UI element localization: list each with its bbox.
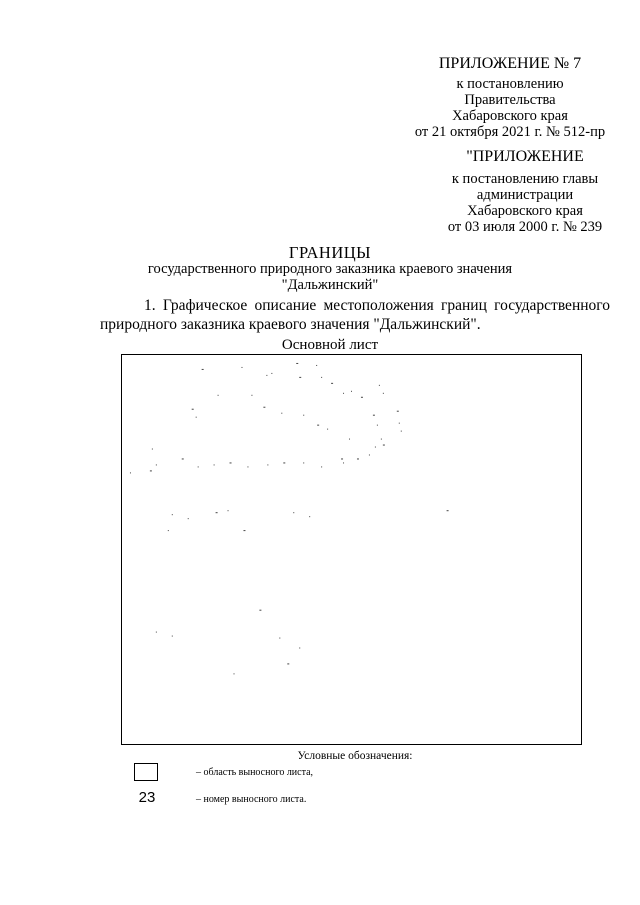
- map-speck: [283, 462, 285, 463]
- appendix-original-header: [425, 148, 625, 236]
- map-speck: [379, 385, 380, 386]
- appendix-original-line: Хабаровского края: [467, 202, 583, 219]
- map-speck: [357, 458, 359, 459]
- map-speck: [271, 373, 272, 374]
- map-speck: [247, 466, 248, 467]
- map-speck: [351, 391, 352, 392]
- map-speck: [383, 393, 384, 394]
- legend-title: Условные обозначения:: [297, 750, 413, 762]
- appendix-original-line: к постановлению главы: [451, 170, 599, 187]
- map-speck: [241, 367, 242, 368]
- map-speck: [218, 395, 219, 396]
- map-speck: [251, 395, 252, 396]
- map-speck: [281, 413, 282, 414]
- map-speck: [198, 466, 199, 467]
- map-speck: [263, 407, 265, 408]
- appendix-original-line: администрации: [476, 186, 574, 203]
- document-title: ГРАНИЦЫ: [288, 243, 372, 262]
- map-speck: [375, 447, 376, 448]
- appendix-original-title: "ПРИЛОЖЕНИЕ: [466, 148, 584, 165]
- appendix-7-line: от 21 октября 2021 г. № 512-пр: [414, 123, 606, 140]
- appendix-7-line: Хабаровского края: [452, 107, 568, 124]
- map-image: [122, 355, 581, 744]
- map-speck: [296, 363, 298, 364]
- map-speck: [192, 409, 194, 410]
- map-speck: [303, 462, 304, 463]
- appendix-7-line: к постановлению: [456, 75, 564, 92]
- map-speck: [196, 417, 197, 418]
- map-speck: [230, 462, 232, 463]
- map-speck: [279, 638, 280, 639]
- map-speck: [234, 673, 235, 674]
- map-speck: [343, 393, 344, 394]
- appendix-7-title: ПРИЛОЖЕНИЕ № 7: [438, 55, 582, 72]
- appendix-7-header: [400, 55, 620, 141]
- appendix-original-line: от 03 июля 2000 г. № 239: [447, 218, 603, 235]
- map-speck: [383, 445, 385, 446]
- map-speck: [373, 415, 375, 416]
- map-speck: [349, 439, 350, 440]
- map-speck: [150, 470, 152, 471]
- map-speck: [202, 369, 204, 370]
- paragraph-graphic-description: 1. Графическое описание местоположения границ государственного природного заказника краевого значения "Дальжинский".: [100, 297, 610, 333]
- map-speck: [397, 411, 399, 412]
- map-speck: [331, 383, 333, 384]
- map-speck: [317, 425, 319, 426]
- map-speck: [381, 439, 382, 440]
- legend-inset-box-description: – область выносного листа,: [196, 767, 314, 778]
- map-speck: [293, 512, 294, 513]
- map-speck: [327, 429, 328, 430]
- document-subtitle: [130, 261, 530, 293]
- map-speck: [447, 510, 449, 511]
- map-speck: [152, 449, 153, 450]
- legend-inset-box-symbol: [134, 763, 158, 781]
- map-speck: [303, 415, 304, 416]
- map-frame: [121, 354, 582, 745]
- map-speck: [361, 397, 363, 398]
- map-speck: [267, 464, 268, 465]
- map-speck: [243, 530, 245, 531]
- map-speck: [266, 375, 267, 376]
- map-sheet-label: Основной лист: [281, 337, 379, 353]
- map-speck: [216, 512, 218, 513]
- document-subtitle-line-2: "Дальжинский": [281, 277, 379, 294]
- map-speck: [316, 365, 317, 366]
- map-speck: [343, 462, 344, 463]
- map-speck: [156, 464, 157, 465]
- map-speck: [156, 632, 157, 633]
- map-speck: [299, 647, 300, 648]
- map-speck: [188, 518, 189, 519]
- map-speck: [168, 530, 169, 531]
- map-speck: [299, 377, 301, 378]
- document-subtitle-line-1: государственного природного заказника краевого значения: [147, 261, 513, 277]
- map-speck: [309, 516, 310, 517]
- appendix-7-line: Правительства: [464, 91, 556, 108]
- map-speck: [321, 466, 322, 467]
- map-speck: [287, 663, 289, 664]
- map-speck: [341, 458, 343, 459]
- map-speck: [399, 423, 400, 424]
- map-speck: [172, 636, 173, 637]
- map-speck: [214, 464, 215, 465]
- map-speck: [321, 377, 322, 378]
- map-speck: [401, 431, 402, 432]
- map-speck: [172, 514, 173, 515]
- map-speck: [182, 458, 184, 459]
- map-speck: [228, 510, 229, 511]
- map-speck: [369, 454, 370, 455]
- map-speck: [377, 425, 378, 426]
- legend-sheet-number-sample: 23: [138, 789, 156, 806]
- legend-sheet-number-description: – номер выносного листа.: [196, 794, 307, 805]
- map-speck: [259, 610, 261, 611]
- map-speck: [130, 472, 131, 473]
